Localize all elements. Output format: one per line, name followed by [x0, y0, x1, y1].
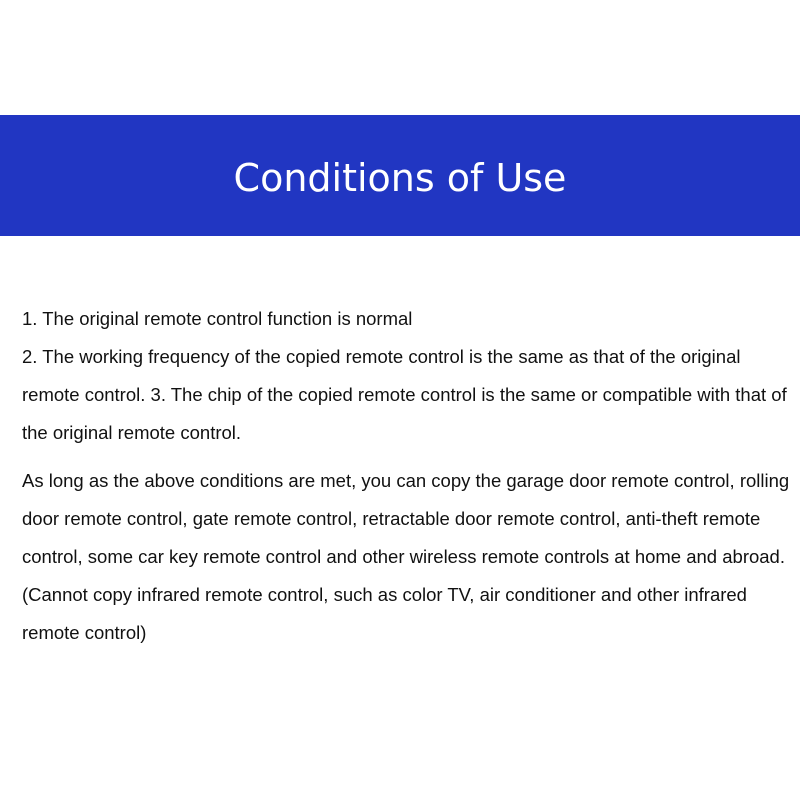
condition-item-1: 1. The original remote control function is normal — [22, 308, 413, 329]
title-banner — [0, 115, 800, 236]
condition-item-2-3: 2. The working frequency of the copied remote control is the same as that of the original remote control. 3. The chip of the copied remote control is the same or compatible with that of the original remote control. — [22, 346, 787, 443]
paragraph-spacer — [22, 452, 792, 462]
conditions-content — [22, 300, 792, 652]
usage-description: As long as the above conditions are met, you can copy the garage door remote control, rolling door remote control, gate remote control, retractable door remote control, anti-theft remote control, some car key remote control and other wireless remote controls at home and abroad. (Cannot copy infrared remote control, such as color TV, air conditioner and other infrared remote control) — [22, 470, 790, 643]
page-title: Conditions of Use — [233, 155, 567, 200]
